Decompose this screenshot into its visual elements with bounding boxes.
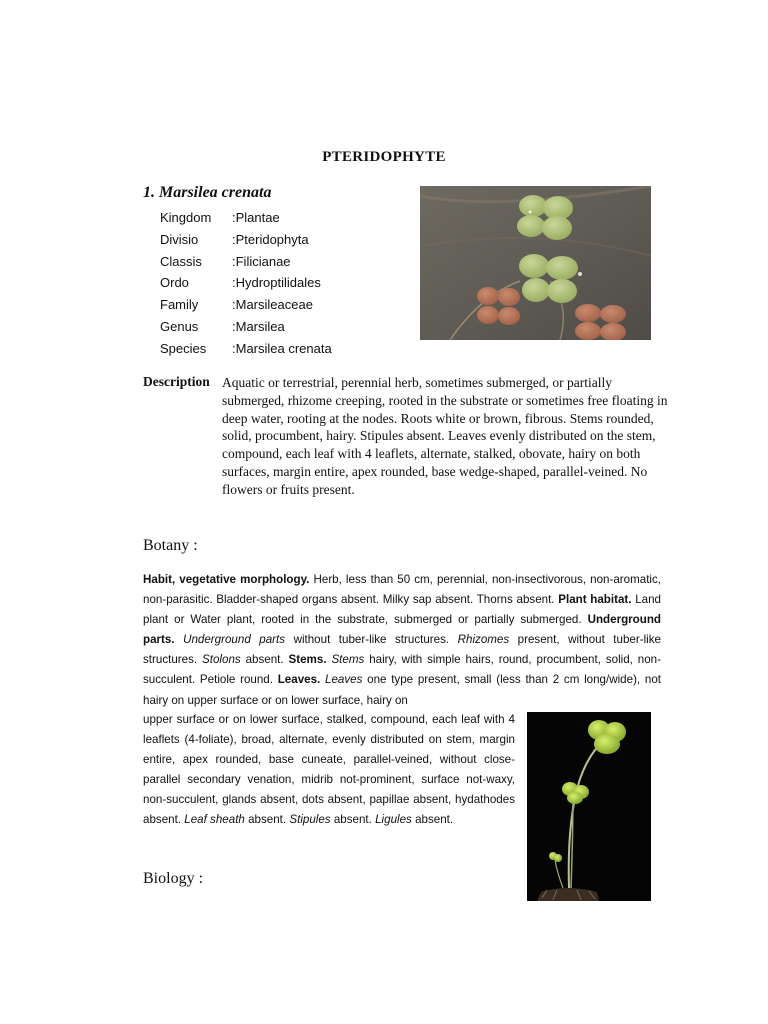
rich-text: absent.	[411, 813, 454, 827]
rich-italic: Rhizomes	[457, 633, 510, 647]
taxonomy-row	[160, 338, 332, 360]
taxonomy-row	[160, 272, 332, 294]
taxonomy-row	[160, 207, 332, 229]
rich-bold: Habit, vegetative morphology.	[143, 573, 310, 586]
taxonomy-key: Divisio	[160, 231, 199, 247]
taxonomy-value: :Hydroptilidales	[232, 275, 321, 291]
taxonomy-value: :Filicianae	[232, 253, 291, 269]
rich-text: absent.	[330, 813, 376, 827]
botany-paragraph-continued	[143, 710, 515, 831]
rich-italic: Ligules	[375, 813, 412, 827]
taxonomy-row	[160, 229, 332, 251]
taxonomy-key: Classis	[160, 253, 202, 269]
taxonomy-key: Species	[160, 340, 207, 356]
botany-heading: Botany :	[143, 537, 198, 554]
description-label: Description	[143, 374, 210, 389]
species-heading: 1. Marsilea crenata	[143, 184, 272, 201]
taxonomy-value: :Marsileaceae	[232, 297, 313, 313]
rich-text: without tuber-like structures.	[285, 633, 458, 647]
rich-text: one type present, small (less than 2 cm long/wide), not hairy on upper surface or on lower surface, hairy on	[143, 673, 662, 707]
taxonomy-table	[160, 207, 332, 360]
taxonomy-row	[160, 294, 332, 316]
marsilea-plant-photo	[527, 712, 651, 901]
rich-text: present, without tuber-like structures.	[143, 633, 661, 667]
taxonomy-value: :Marsilea crenata	[232, 340, 332, 356]
page-title: PTERIDOPHYTE	[322, 149, 446, 165]
botany-paragraph	[143, 570, 661, 711]
rich-italic: Stipules	[289, 813, 331, 827]
description-text: Aquatic or terrestrial, perennial herb, sometimes submerged, or partially submerged, rhizome creeping, rooted in the substrate or sometimes free floating in deep water, rooting at the nodes. Roots white or brown, fibrous. Stems rounded, solid, procumbent, hairy. Stipules absent. Leaves evenly distributed on the stem, compound, each leaf with 4 leaflets, alternate, stalked, obovate, hairy on both surfaces, margin entire, apex rounded, base wedge-shaped, parallel-veined. No flowers or fruits present.	[222, 375, 668, 497]
rich-text: absent.	[240, 653, 289, 667]
rich-italic: Stolons	[202, 653, 241, 667]
taxonomy-key: Genus	[160, 318, 199, 334]
rich-text: hairy, with simple hairs, round, procumbent, solid, non-succulent. Petiole round.	[143, 653, 661, 687]
biology-heading: Biology :	[143, 870, 204, 887]
rich-italic: Leaf sheath	[184, 813, 245, 827]
rich-bold: Underground parts.	[143, 613, 661, 647]
taxonomy-value: :Plantae	[232, 210, 280, 225]
rich-text: Herb, less than 50 cm, perennial, non-insectivorous, non-aromatic, non-parasitic. Bladder-shaped organs absent. Milky sap absent. Thorns absent.	[143, 573, 662, 607]
taxonomy-key: Ordo	[160, 275, 189, 291]
marsilea-water-photo	[420, 186, 651, 340]
rich-text: Land plant or Water plant, rooted in the substrate, submerged or partially submerged.	[143, 593, 661, 627]
rich-bold: Leaves.	[277, 673, 321, 687]
taxonomy-key: Family	[160, 297, 199, 313]
rich-italic: Underground parts	[183, 633, 286, 647]
taxonomy-row	[160, 251, 332, 273]
rich-bold: Stems.	[288, 653, 327, 667]
rich-text: absent.	[244, 813, 290, 827]
rich-italic: Leaves	[325, 673, 363, 687]
rich-bold: Plant habitat.	[558, 593, 632, 607]
rich-text: upper surface or on lower surface, stalked, compound, each leaf with 4 leaflets (4-foliate), broad, alternate, evenly distributed on stem, margin entire, apex rounded, base cuneate, parallel-veined, without close-parallel secondary venation, midrib not-prominent, surface not-waxy, non-succulent, glands absent, dots absent, papillae absent, hydathodes absent.	[143, 713, 515, 827]
taxonomy-value: :Marsilea	[232, 318, 285, 334]
taxonomy-key: Kingdom	[160, 210, 212, 225]
rich-italic: Stems	[331, 653, 365, 667]
taxonomy-row	[160, 316, 332, 338]
rich-text	[175, 633, 184, 646]
taxonomy-value: :Pteridophyta	[232, 231, 309, 247]
